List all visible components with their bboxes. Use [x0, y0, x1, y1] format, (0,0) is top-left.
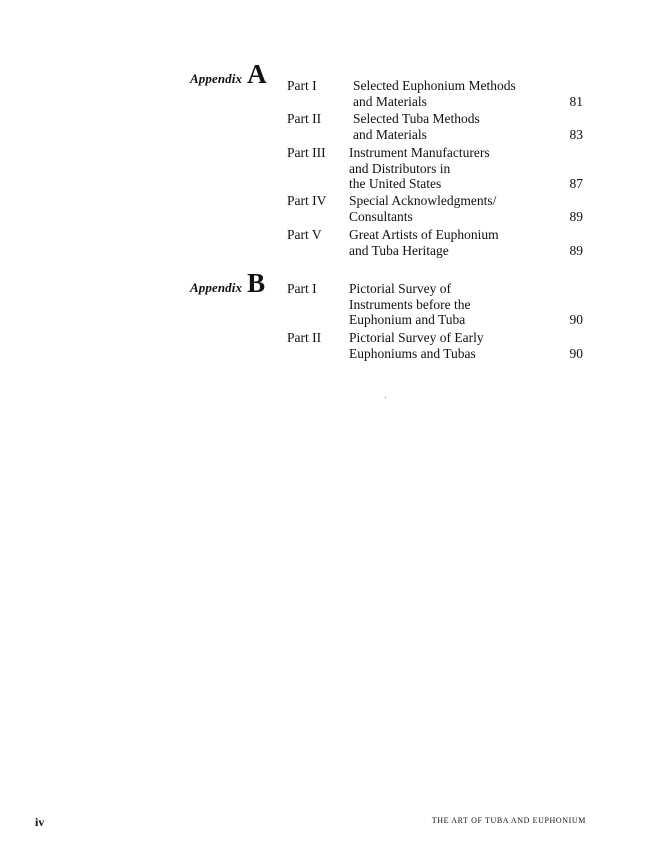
title-line: Great Artists of Euphonium [349, 227, 499, 242]
page-number: 90 [569, 345, 583, 361]
title-line: and Tuba Heritage [349, 242, 449, 258]
appendix-label: Appendix [190, 280, 243, 295]
appendix-letter: B [247, 268, 266, 298]
title-line: and Distributors in [349, 160, 451, 176]
entry-title [349, 281, 549, 328]
stray-mark [385, 397, 386, 398]
page-number: 83 [569, 126, 583, 142]
title-line: Euphonium and Tuba [349, 312, 466, 327]
title-line: Pictorial Survey of [349, 281, 451, 296]
appendix-b-heading [190, 268, 282, 298]
entry-title [349, 145, 549, 192]
title-line: Instruments before the [349, 296, 471, 312]
footer-book-title: THE ART OF TUBA AND EUPHONIUM [431, 816, 586, 825]
entry-title [349, 227, 549, 258]
entry-title [349, 330, 549, 361]
entry-title [353, 111, 553, 142]
title-line: and Materials [353, 93, 427, 109]
part-label: Part III [287, 145, 326, 160]
appendix-letter: A [247, 59, 267, 89]
page-number: 81 [569, 93, 583, 109]
title-line: the United States [349, 176, 442, 191]
appendix-a-heading [190, 59, 282, 89]
title-line: Special Acknowledgments/ [349, 193, 497, 208]
title-line: Instrument Manufacturers [349, 145, 490, 160]
page-number: 87 [569, 176, 583, 191]
title-line: Euphoniums and Tubas [349, 345, 476, 361]
entry-title [349, 193, 549, 224]
title-line: Consultants [349, 208, 413, 224]
part-label: Part II [287, 111, 322, 126]
title-line: Selected Euphonium Methods [353, 78, 516, 93]
footer-page-number: iv [35, 815, 45, 829]
part-label: Part I [287, 281, 317, 296]
part-label: Part II [287, 330, 322, 345]
appendix-label: Appendix [190, 71, 243, 86]
page-number: 89 [569, 242, 583, 258]
page-number: 89 [569, 208, 583, 224]
title-line: Selected Tuba Methods [353, 111, 480, 126]
title-line: Pictorial Survey of Early [349, 330, 484, 345]
part-label: Part V [287, 227, 322, 242]
title-line: and Materials [353, 126, 427, 142]
page-number: 90 [569, 312, 583, 327]
entry-title [353, 78, 553, 109]
part-label: Part IV [287, 193, 327, 208]
part-label: Part I [287, 78, 317, 93]
